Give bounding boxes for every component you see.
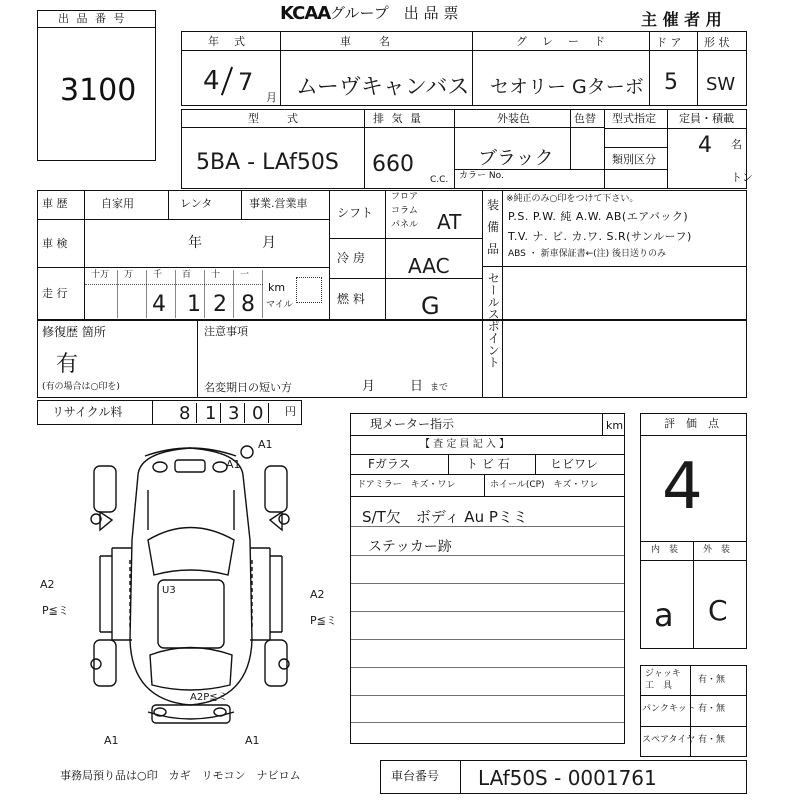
equipment-note: ※純正のみ○印をつけて下さい。 — [506, 194, 639, 204]
inspection-year-unit: 年 — [188, 235, 202, 251]
mileage-digit: 4 — [152, 292, 166, 317]
displacement-value: 660 — [372, 152, 414, 177]
inspection-label: 車 検 — [42, 237, 68, 250]
repair-history-value: 有 — [56, 352, 79, 377]
mileage-digit: 2 — [213, 292, 227, 317]
shift-column: コラム — [391, 206, 418, 216]
jack-yes-no: 有・無 — [698, 675, 726, 685]
grade-value: セオリー Gターボ — [490, 76, 644, 98]
digit-label: 万 — [124, 270, 134, 280]
model-label: 型 式 — [248, 112, 300, 125]
exterior-label: 外 装 — [703, 545, 731, 555]
history-label: 車 歴 — [42, 197, 68, 210]
color-no-label: カラー No. — [459, 171, 504, 181]
organizer-label: 主 催 者 用 — [641, 10, 722, 29]
damage-mark: A1 — [104, 734, 119, 747]
door-value: 5 — [664, 70, 678, 95]
inspection-month-unit: 月 — [262, 235, 276, 251]
chassis-number-label: 車台番号 — [391, 769, 440, 783]
history-private-use: 自家用 — [101, 197, 134, 210]
damage-mark: A1 — [258, 438, 273, 451]
interior-grade: a — [654, 596, 674, 634]
door-mirror-label: ドアミラー キズ・ワレ — [357, 480, 456, 490]
mileage-digit: 1 — [187, 292, 201, 317]
digit-label: 十 — [211, 270, 221, 280]
history-commercial: 事業.営業車 — [249, 197, 308, 210]
name-change-deadline-label: 名変期日の短い方 — [204, 381, 292, 394]
shape-value: SW — [706, 74, 736, 95]
model-designation-label: 型式指定 — [612, 112, 656, 125]
damage-mark: A1 — [245, 734, 260, 747]
shape-label: 形 状 — [704, 36, 730, 49]
door-label: ド ア — [656, 36, 682, 49]
shift-value: AT — [437, 210, 462, 234]
damage-mark: A2P≦ミ — [190, 692, 228, 703]
damage-mark: A1 — [226, 458, 241, 471]
month-unit: 月 — [266, 91, 277, 104]
equipment-label: 装 — [487, 198, 500, 212]
ac-label: 冷 房 — [337, 251, 365, 265]
capacity-value: 4 — [698, 133, 712, 158]
category-label: 類別区分 — [612, 153, 656, 166]
crack-label: ヒビワレ — [550, 457, 599, 471]
load-unit: トン — [731, 171, 753, 184]
shift-floor: フロア — [391, 192, 419, 202]
km-unit: km — [268, 281, 286, 294]
notes-label: 注意事項 — [204, 325, 248, 338]
digit-label: 十万 — [91, 270, 110, 280]
kcaa-logo: KCAA — [280, 3, 331, 24]
inspector-remark-2: ステッカー跡 — [368, 539, 452, 555]
exterior-color-label: 外装色 — [497, 112, 530, 125]
displacement-label: 排 気 量 — [373, 112, 423, 125]
exterior-grade: C — [708, 594, 728, 627]
evaluation-score-label: 評 価 点 — [664, 417, 719, 430]
sales-point-label: セールスポイント — [486, 272, 501, 368]
deadline-month-unit: 月 — [362, 379, 376, 394]
recycle-digit: 0 — [252, 403, 264, 424]
damage-mark: A2 — [40, 578, 55, 591]
grade-label: グ レ ー ド — [516, 35, 607, 48]
shift-panel: パネル — [391, 220, 419, 230]
equipment-label: 備 — [487, 220, 500, 234]
office-note: 事務局預り品は○印 カギ リモコン ナビロム — [60, 769, 301, 782]
capacity-label: 定員・積載 — [679, 112, 734, 125]
repair-history-note: (有の場合は○印を) — [42, 382, 120, 392]
f-glass-label: Fガラス — [368, 457, 411, 471]
repaint-label: 色替 — [574, 112, 596, 125]
damage-mark: A2 — [310, 588, 325, 601]
evaluation-score: 4 — [662, 450, 703, 524]
spare-tire-label: スペアタイヤ — [642, 735, 696, 745]
wheel-label: ホイール(CP) キズ・ワレ — [490, 480, 599, 490]
stone-chip-label: ト ビ 石 — [466, 457, 510, 471]
damage-mark: P≦ミ — [42, 604, 69, 617]
jack-label: ジャッキ 工 具 — [645, 669, 681, 691]
model-value: 5BA - LAf50S — [196, 150, 339, 175]
fuel-label: 燃 料 — [337, 292, 365, 306]
puncture-kit-label: パンクキット — [642, 704, 696, 714]
recycle-digit: 3 — [228, 403, 240, 424]
puncture-kit-yes-no: 有・無 — [698, 704, 726, 714]
recycle-digit: 8 — [179, 403, 191, 424]
inspector-remark-1: S/T欠 ボディ Au Pミミ — [362, 508, 528, 526]
equipment-line-3: ABS ・ 新車保証書←(注) 後日送りのみ — [508, 249, 667, 259]
history-rental: レンタ — [180, 197, 213, 210]
digit-label: 百 — [182, 270, 192, 280]
form-title: グループ 出 品 票 — [330, 4, 459, 22]
spare-tire-yes-no: 有・無 — [698, 735, 726, 745]
interior-label: 内 装 — [651, 545, 679, 555]
recycle-fee-label: リサイクル料 — [52, 405, 123, 419]
car-name-label: 車 名 — [340, 35, 392, 48]
digit-label: 千 — [153, 270, 163, 280]
cc-unit: C.C. — [430, 175, 449, 185]
shift-label: シフト — [337, 206, 374, 220]
car-name-value: ムーヴキャンバス — [296, 75, 470, 100]
mile-unit: マイル — [266, 300, 293, 310]
digit-label: 一 — [240, 270, 250, 280]
equipment-line-2: T.V. ナ. ビ. カ.ワ. S.R(サンルーフ) — [508, 230, 692, 243]
deadline-made: まで — [430, 383, 449, 393]
year-value: 4 — [203, 66, 220, 96]
exterior-color-value: ブラック — [478, 147, 554, 169]
chassis-number-value: LAf50S - 0001761 — [478, 766, 657, 790]
equipment-line-1: P.S. P.W. 純 A.W. AB(エアバック) — [508, 210, 689, 223]
yen-unit: 円 — [285, 405, 296, 418]
mileage-digit: 8 — [241, 292, 255, 317]
odometer-km-unit: km — [606, 419, 624, 432]
equipment-label: 品 — [487, 242, 500, 256]
odometer-label: 現メーター指示 — [370, 417, 455, 431]
year-label: 年 式 — [208, 35, 247, 48]
ac-value: AAC — [408, 254, 450, 278]
month-value: 7 — [238, 68, 254, 96]
recycle-digit: 1 — [205, 403, 217, 424]
lot-number: 3100 — [60, 73, 137, 108]
lot-number-label: 出 品 番 号 — [58, 12, 127, 25]
mileage-label: 走 行 — [42, 287, 68, 300]
fuel-value: G — [421, 292, 440, 320]
deadline-day-unit: 日 — [410, 379, 424, 394]
damage-mark: U3 — [162, 585, 176, 596]
capacity-unit: 名 — [731, 138, 742, 151]
damage-mark: P≦ミ — [310, 614, 337, 627]
repair-history-label: 修復歴 箇所 — [42, 325, 106, 339]
inspector-label: 【 査 定 員 記 入 】 — [420, 439, 510, 450]
